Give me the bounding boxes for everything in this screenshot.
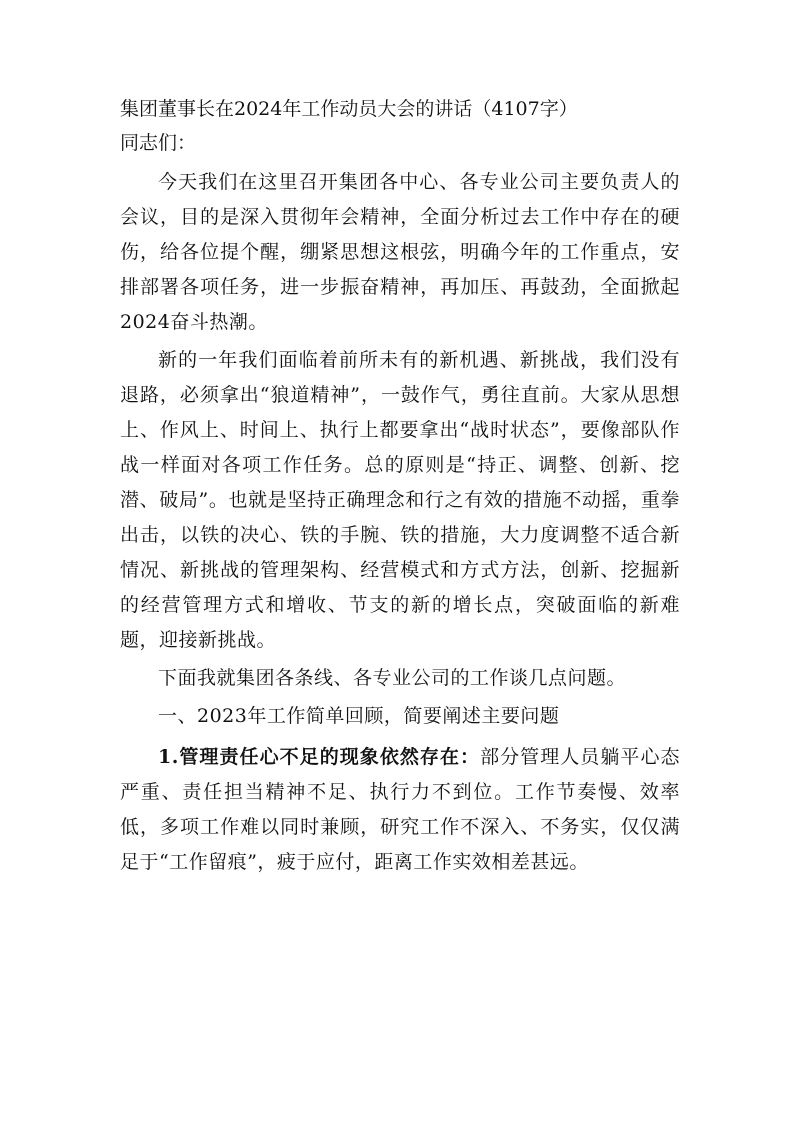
paragraph-intro: 下面我就集团各条线、各专业公司的工作谈几点问题。: [158, 667, 627, 689]
paragraph-new-year: 新的一年我们面临着前所未有的新机遇、新挑战，我们没有退路，必须拿出“狼道精神”，一鼓作气，勇往直前。大家从思想上、作风上、时间上、执行上都要拿出“战时状态”，要像部队作战一样面对各项工作任务。总的原则是“持正、调整、创新、挖潜、破局”。也就是坚持正确理念和行之有效的措施不动摇，重拳出击，以铁的决心、铁的手腕、铁的措施，大力度调整不适合新情况、新挑战的管理架构、经营模式和方式方法，创新、挖掘新的经营管理方式和增收、节支的新的增长点，突破面临的新难题，迎接新挑战。: [120, 349, 680, 651]
point-one-body: 部分管理人员躺平心态严重、责任担当精神不足、执行力不到位。工作节奏慢、效率低，多项工作难以同时兼顾，研究工作不深入、不务实，仅仅满足于“工作留痕”，疲于应付，距离工作实效相差甚远。: [120, 746, 680, 873]
section-heading-one: 一、2023年工作简单回顾，简要阐述主要问题: [158, 705, 560, 727]
point-one-heading: 1.管理责任心不足的现象依然存在：: [158, 746, 481, 768]
paragraph-opening: 今天我们在这里召开集团各中心、各专业公司主要负责人的会议，目的是深入贯彻年会精神，全面分析过去工作中存在的硬伤，给各位提个醒，绷紧思想这根弦，明确今年的工作重点，安排部署各项任务，进一步振奋精神，再加压、再鼓劲，全面掀起2024奋斗热潮。: [120, 171, 680, 333]
document-body: [120, 92, 680, 880]
salutation: 同志们：: [120, 132, 197, 154]
document-title: 集团董事长在2024年工作动员大会的讲话（4107字）: [120, 98, 578, 120]
paragraph-point-one: [120, 740, 680, 880]
